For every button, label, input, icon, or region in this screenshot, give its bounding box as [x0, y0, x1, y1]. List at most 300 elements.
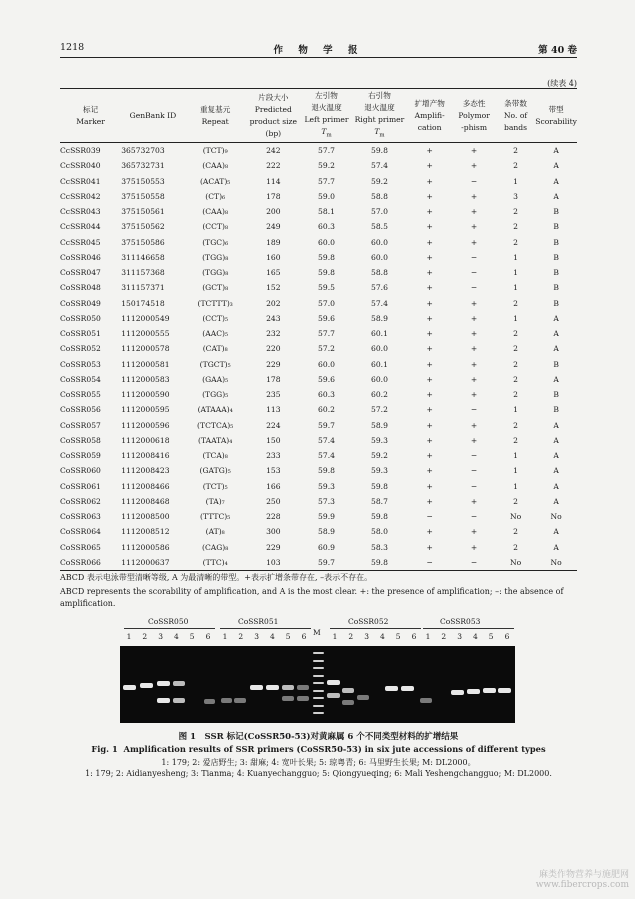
table-cell: 1: [513, 283, 518, 293]
running-header: [60, 42, 577, 56]
table-cell: 200: [266, 207, 281, 217]
table-row: [60, 189, 577, 204]
table-cell: A: [553, 527, 559, 537]
table-cell: CoSSR052: [60, 344, 101, 354]
column-header-line: 片段大小: [258, 92, 289, 102]
table-cell: 1: [513, 405, 518, 415]
column-header-line: Right primer: [354, 114, 405, 124]
gel-band: [157, 698, 170, 703]
gel-lane-number: 1: [126, 632, 132, 641]
table-cell: 58.9: [371, 420, 388, 430]
table-cell: +: [470, 146, 478, 156]
column-header: [452, 89, 496, 143]
column-header-line: Left primer: [304, 114, 349, 124]
table-cell: (TCT)₉: [202, 146, 228, 156]
table-cell: (TCA)₈: [202, 451, 228, 461]
table-row: [60, 555, 577, 571]
gel-band: [173, 681, 185, 686]
dna-ladder-band: [313, 690, 324, 692]
figure-caption-cn: 图 1 SSR 标记(CoSSR50-53)对黄麻属 6 个不同类型材料的扩增结果: [178, 732, 459, 742]
table-cell: No: [496, 555, 535, 571]
table-cell: 2: [513, 329, 518, 339]
table-cell: 59.8: [318, 252, 335, 262]
table-cell: 1112000578: [121, 344, 170, 354]
table-cell: CoSSR046: [60, 252, 101, 262]
gel-lane-number: 3: [254, 632, 259, 641]
table-cell: 1: [513, 268, 518, 278]
table-cell: CoSSR065: [60, 542, 101, 552]
table-cell: +: [426, 374, 433, 384]
table-row: [60, 448, 577, 463]
gel-band: [266, 685, 279, 690]
table-cell: 235: [266, 390, 281, 400]
gel-band: [204, 699, 215, 704]
table-cell: 58.9: [318, 527, 335, 537]
table-cell: +: [426, 390, 433, 400]
table-cell: 2: [513, 237, 518, 247]
table-row: [60, 402, 577, 417]
table-cell: A: [553, 451, 559, 461]
table-cell: A: [553, 191, 559, 201]
table-cell: 58.5: [371, 222, 388, 232]
table-cell: 229: [266, 542, 281, 552]
table-cell: +: [470, 329, 478, 339]
table-cell: CcSSR041: [60, 176, 101, 186]
table-cell: (AAC)₅: [202, 329, 229, 339]
figure-legend-cn: 1: 179; 2: 爱店野生; 3: 甜麻; 4: 宽叶长果; 5: 琼粤青; 6: 马里野生长果; M: DL2000。: [161, 758, 476, 767]
table-row: [60, 280, 577, 295]
table-cell: 60.0: [371, 374, 388, 384]
table-cell: (ACAT)₅: [199, 176, 231, 186]
dna-ladder-band: [313, 682, 324, 684]
column-header-line: Amplifi-: [414, 110, 445, 120]
gel-lane-number: 2: [348, 632, 354, 641]
column-header: [246, 89, 301, 143]
table-cell: 2: [513, 435, 518, 445]
table-cell: 2: [513, 359, 518, 369]
gel-lane-number: 3: [457, 632, 462, 641]
table-cell: 1112008500: [121, 512, 170, 522]
table-cell: CoSSR051: [60, 329, 101, 339]
gel-lane-number: 6: [504, 632, 510, 641]
table-cell: CoSSR058: [60, 435, 101, 445]
gel-group-rule: [423, 628, 514, 629]
page-number: 1218: [60, 42, 85, 53]
gel-image: [120, 646, 515, 723]
table-cell: 2: [513, 161, 518, 171]
gel-group-title: CoSSR053: [440, 617, 481, 626]
table-cell: 375150553: [121, 176, 165, 186]
table-cell: A: [553, 146, 559, 156]
table-row: [60, 143, 577, 159]
table-cell: 60.2: [318, 405, 335, 415]
table-cell: −: [470, 268, 478, 278]
table-cell: CoSSR057: [60, 420, 101, 430]
table-cell: −: [470, 252, 478, 262]
table-cell: 178: [266, 374, 281, 384]
column-header-line: (bp): [265, 128, 282, 138]
table-cell: (CAA)₈: [202, 207, 229, 217]
gel-band: [401, 686, 414, 691]
table-cell: 160: [266, 252, 281, 262]
table-cell: (TGG)₈: [202, 268, 229, 278]
table-cell: A: [553, 176, 559, 186]
gel-band: [140, 683, 153, 688]
gel-lane-number: 1: [222, 632, 228, 641]
column-header-line: No. of: [503, 110, 528, 120]
gel-band: [173, 698, 185, 703]
table-cell: 2: [513, 496, 518, 506]
table-cell: 59.9: [318, 512, 335, 522]
table-cell: 375150558: [121, 191, 165, 201]
table-cell: −: [470, 481, 478, 491]
table-cell: (AT)₈: [205, 527, 225, 537]
table-cell: 150: [266, 435, 281, 445]
table-cell: 311157371: [121, 283, 165, 293]
dna-ladder-band: [313, 712, 324, 714]
table-cell: 243: [266, 313, 281, 323]
table-cell: 311157368: [121, 268, 165, 278]
table-cell: +: [470, 161, 478, 171]
header-rule: [60, 57, 577, 58]
table-cell: 57.4: [318, 435, 335, 445]
table-cell: +: [426, 344, 433, 354]
table-cell: +: [426, 298, 433, 308]
gel-lane-number: 4: [270, 632, 275, 641]
table-cell: 375150562: [121, 222, 165, 232]
gel-band: [297, 696, 309, 701]
table-cell: 1112008416: [121, 451, 170, 461]
gel-lane-number: 5: [285, 632, 291, 641]
journal-title: 作 物 学 报: [273, 45, 364, 56]
column-header-line: 条带数: [504, 98, 527, 108]
table-cell: CoSSR063: [60, 512, 101, 522]
column-header-line: Polymor: [458, 110, 490, 120]
table-cell: CcSSR043: [60, 207, 101, 217]
figure-caption-en-text: Amplification results of SSR primers (CoSSR50-53) in six jute accessions of different types: [123, 744, 546, 754]
table-cell: A: [553, 161, 559, 171]
table-cell: (TGG)₈: [202, 252, 229, 262]
column-header-line: 带型: [548, 104, 564, 114]
table-cell: A: [553, 466, 559, 476]
table-cell: 1112000583: [121, 374, 170, 384]
gel-lane-number: 4: [473, 632, 478, 641]
volume-label: 第 40 卷: [538, 45, 577, 56]
gel-band: [123, 685, 136, 690]
table-row: [60, 265, 577, 280]
gel-band: [483, 688, 496, 693]
table-cell: (TGG)₅: [202, 390, 229, 400]
gel-band: [451, 690, 464, 695]
table-cell: 60.0: [371, 344, 388, 354]
table-cell: 1112000549: [121, 313, 170, 323]
table-cell: 57.7: [318, 176, 335, 186]
table-cell: A: [553, 344, 559, 354]
table-row: [60, 204, 577, 219]
table-cell: 1112000586: [121, 542, 170, 552]
table-cell: +: [426, 405, 433, 415]
gel-lane-number: 1: [332, 632, 338, 641]
table-cell: +: [470, 496, 478, 506]
column-header-line: 右引物: [368, 90, 391, 100]
table-cell: B: [553, 237, 559, 247]
dna-ladder-band: [313, 705, 324, 707]
table-cell: +: [426, 451, 433, 461]
table-cell: −: [407, 555, 452, 571]
table-cell: +: [426, 252, 433, 262]
table-cell: 58.8: [371, 191, 388, 201]
table-cell: B: [553, 283, 559, 293]
table-cell: CoSSR066: [60, 555, 121, 571]
gel-band: [297, 685, 309, 690]
gel-lane-number: 2: [238, 632, 244, 641]
table-row: [60, 357, 577, 372]
table-cell: CoSSR060: [60, 466, 101, 476]
column-header-line: 重复基元: [199, 104, 231, 114]
gel-band: [342, 700, 354, 705]
column-header-line: Marker: [76, 116, 105, 126]
table-cell: +: [426, 176, 433, 186]
table-cell: 60.9: [318, 542, 335, 552]
dna-ladder-band: [313, 660, 324, 662]
table-cell: CcSSR044: [60, 222, 101, 232]
table-cell: (TCTTT)₃: [197, 298, 233, 308]
table-cell: (ATAAA)₄: [197, 405, 233, 415]
table-cell: 60.3: [318, 390, 335, 400]
table-cell: B: [553, 252, 559, 262]
gel-band: [357, 695, 369, 700]
table-cell: −: [470, 405, 478, 415]
table-cell: 59.5: [318, 283, 335, 293]
gel-group-title: CoSSR050: [148, 617, 189, 626]
table-row: [60, 250, 577, 265]
gel-lane-number: 6: [301, 632, 307, 641]
table-cell: (CCT)₅: [202, 313, 228, 323]
table-cell: −: [470, 283, 478, 293]
table-note-cn: ABCD 表示电泳带型清晰等级, A 为最清晰的带型。+表示扩增条带存在, –表示不存在。: [60, 573, 373, 582]
table-cell: 59.3: [318, 481, 335, 491]
table-cell: +: [470, 313, 478, 323]
gel-band: [498, 688, 511, 693]
table-cell: 60.1: [371, 329, 388, 339]
table-cell: +: [426, 466, 433, 476]
table-cell: 228: [266, 512, 281, 522]
table-cell: 153: [266, 466, 281, 476]
table-cell: 1112000590: [121, 390, 170, 400]
table-cell: 1112000618: [121, 435, 170, 445]
table-cell: 58.3: [371, 542, 388, 552]
table-cell: CoSSR061: [60, 481, 101, 491]
watermark-url: www.fibercrops.com: [535, 880, 629, 890]
table-cell: 58.0: [371, 527, 388, 537]
table-cell: −: [452, 555, 496, 571]
table-cell: CoSSR054: [60, 374, 101, 384]
column-header: [301, 89, 352, 143]
table-row: [60, 463, 577, 478]
table-cell: CoSSR059: [60, 451, 101, 461]
gel-band: [157, 681, 170, 686]
table-cell: 232: [266, 329, 281, 339]
gel-band: [342, 688, 354, 693]
table-cell: −: [470, 512, 478, 522]
table-cell: (CAA)₈: [202, 161, 229, 171]
table-cell: A: [553, 374, 559, 384]
table-cell: CcSSR045: [60, 237, 101, 247]
column-header-line: -phism: [461, 122, 488, 132]
table-cell: 57.0: [318, 298, 335, 308]
gel-band: [282, 685, 294, 690]
table-cell: +: [426, 191, 433, 201]
table-cell: +: [470, 222, 478, 232]
table-cell: +: [426, 268, 433, 278]
table-note-en: ABCD represents the scorability of amplification, and A is the most clear. +: the presence of amplification; –: the absence of amplification.: [60, 587, 564, 608]
table-cell: CoSSR055: [60, 390, 101, 400]
table-row: [60, 326, 577, 341]
table-cell: 152: [266, 283, 281, 293]
gel-lane-number: 1: [425, 632, 431, 641]
gel-group-title: CoSSR051: [238, 617, 279, 626]
table-row: [60, 524, 577, 539]
table-cell: 59.8: [318, 268, 335, 278]
table-cell: (GAA)₅: [202, 374, 229, 384]
table-cell: −: [470, 451, 478, 461]
table-cell: 59.2: [371, 451, 388, 461]
table-cell: 1112000596: [121, 420, 170, 430]
table-cell: B: [553, 207, 559, 217]
gel-band: [420, 698, 432, 703]
table-row: [60, 158, 577, 173]
table-cell: 57.7: [318, 146, 335, 156]
gel-lane-number: 5: [395, 632, 401, 641]
dna-ladder-band: [313, 652, 324, 654]
table-cell: 189: [266, 237, 281, 247]
gel-band: [221, 698, 232, 703]
table-cell: 242: [266, 146, 281, 156]
table-cell: +: [426, 207, 433, 217]
table-cell: 311146658: [121, 252, 165, 262]
table-cell: 2: [513, 207, 518, 217]
gel-group-rule: [220, 628, 311, 629]
column-header: [121, 89, 184, 143]
table-cell: 1: [513, 451, 518, 461]
gel-lane-number: 3: [364, 632, 369, 641]
table-cell: 59.8: [371, 512, 388, 522]
table-cell: +: [426, 542, 433, 552]
table-cell: 59.8: [371, 146, 388, 156]
table-cell: 57.0: [371, 207, 388, 217]
table-cell: (CAG)₈: [201, 542, 229, 552]
table-cell: 60.0: [318, 359, 335, 369]
table-row: [60, 341, 577, 356]
table-cell: +: [470, 207, 478, 217]
table-cell: No: [550, 512, 562, 522]
table-cell: 59.8: [318, 466, 335, 476]
table-cell: CoSSR064: [60, 527, 101, 537]
table-cell: 1: [513, 466, 518, 476]
column-header-line: bands: [504, 122, 528, 132]
table-cell: CoSSR047: [60, 268, 101, 278]
watermark-cn: 麻类作物营养与施肥网: [538, 870, 629, 880]
table-cell: +: [470, 435, 478, 445]
table-row: [60, 296, 577, 311]
figure-legend-en: 1: 179; 2: Aidianyesheng; 3: Tianma; 4: Kuanyechangguo; 5: Qiongyueqing; 6: Mali Yeshengchangguo; M: DL2000.: [85, 769, 552, 778]
table-cell: A: [553, 481, 559, 491]
gel-group-rule: [330, 628, 421, 629]
gel-band: [234, 698, 246, 703]
column-header-line: Predicted: [254, 104, 292, 114]
table-cell: 59.2: [371, 176, 388, 186]
table-cell: 1112008512: [121, 527, 170, 537]
gel-group-title: CoSSR052: [348, 617, 389, 626]
table-cell: −: [470, 466, 478, 476]
table-cell: 114: [266, 176, 281, 186]
table-cell: −: [426, 512, 433, 522]
gel-band: [250, 685, 263, 690]
table-cell: 60.2: [371, 390, 388, 400]
table-cell: +: [426, 481, 433, 491]
table-cell: 57.4: [371, 161, 388, 171]
table-cell: +: [426, 222, 433, 232]
table-cell: 59.7: [301, 555, 352, 571]
table-cell: (TA)₇: [205, 496, 225, 506]
table-cell: −: [470, 176, 478, 186]
gel-lane-number: 6: [205, 632, 211, 641]
table-cell: A: [553, 313, 559, 323]
table-row: [60, 174, 577, 189]
table-cell: CoSSR050: [60, 313, 101, 323]
table-cell: 1112000637: [121, 555, 184, 571]
table-row: [60, 372, 577, 387]
gel-lane-number: 2: [441, 632, 447, 641]
table-cell: 57.6: [371, 283, 388, 293]
column-header-line: 标记: [83, 104, 99, 114]
table-cell: (GATG)₅: [199, 466, 231, 476]
column-header: [352, 89, 407, 143]
table-cell: 249: [266, 222, 281, 232]
table-cell: (TGC)₆: [202, 237, 229, 247]
table-cell: 58.1: [318, 207, 335, 217]
table-cell: +: [470, 298, 478, 308]
table-cell: +: [470, 344, 478, 354]
table-cell: +: [426, 146, 433, 156]
gel-group-rule: [124, 628, 215, 629]
table-cell: 1112000581: [121, 359, 170, 369]
table-cell: 202: [266, 298, 281, 308]
table-cell: 224: [266, 420, 281, 430]
table-cell: 150174518: [121, 298, 165, 308]
column-header-line: 左引物: [315, 90, 338, 100]
table-row: [60, 311, 577, 326]
table-cell: A: [553, 420, 559, 430]
table-cell: 2: [513, 146, 518, 156]
table-cell: 1112008468: [121, 496, 170, 506]
table-cell: (TCT)₅: [202, 481, 228, 491]
table-cell: +: [470, 374, 478, 384]
table-cell: +: [426, 161, 433, 171]
table-cell: 3: [513, 191, 518, 201]
table-header-row: [60, 89, 577, 143]
table-row: [60, 387, 577, 402]
table-cell: (CCT)₈: [202, 222, 228, 232]
dna-ladder-band: [313, 667, 324, 669]
table-cell: A: [553, 542, 559, 552]
table-cell: 58.8: [371, 268, 388, 278]
table-cell: 57.7: [318, 329, 335, 339]
ssr-marker-table: [60, 88, 577, 571]
table-cell: 222: [266, 161, 281, 171]
gel-lane-number: 6: [411, 632, 417, 641]
table-cell: +: [470, 542, 478, 552]
